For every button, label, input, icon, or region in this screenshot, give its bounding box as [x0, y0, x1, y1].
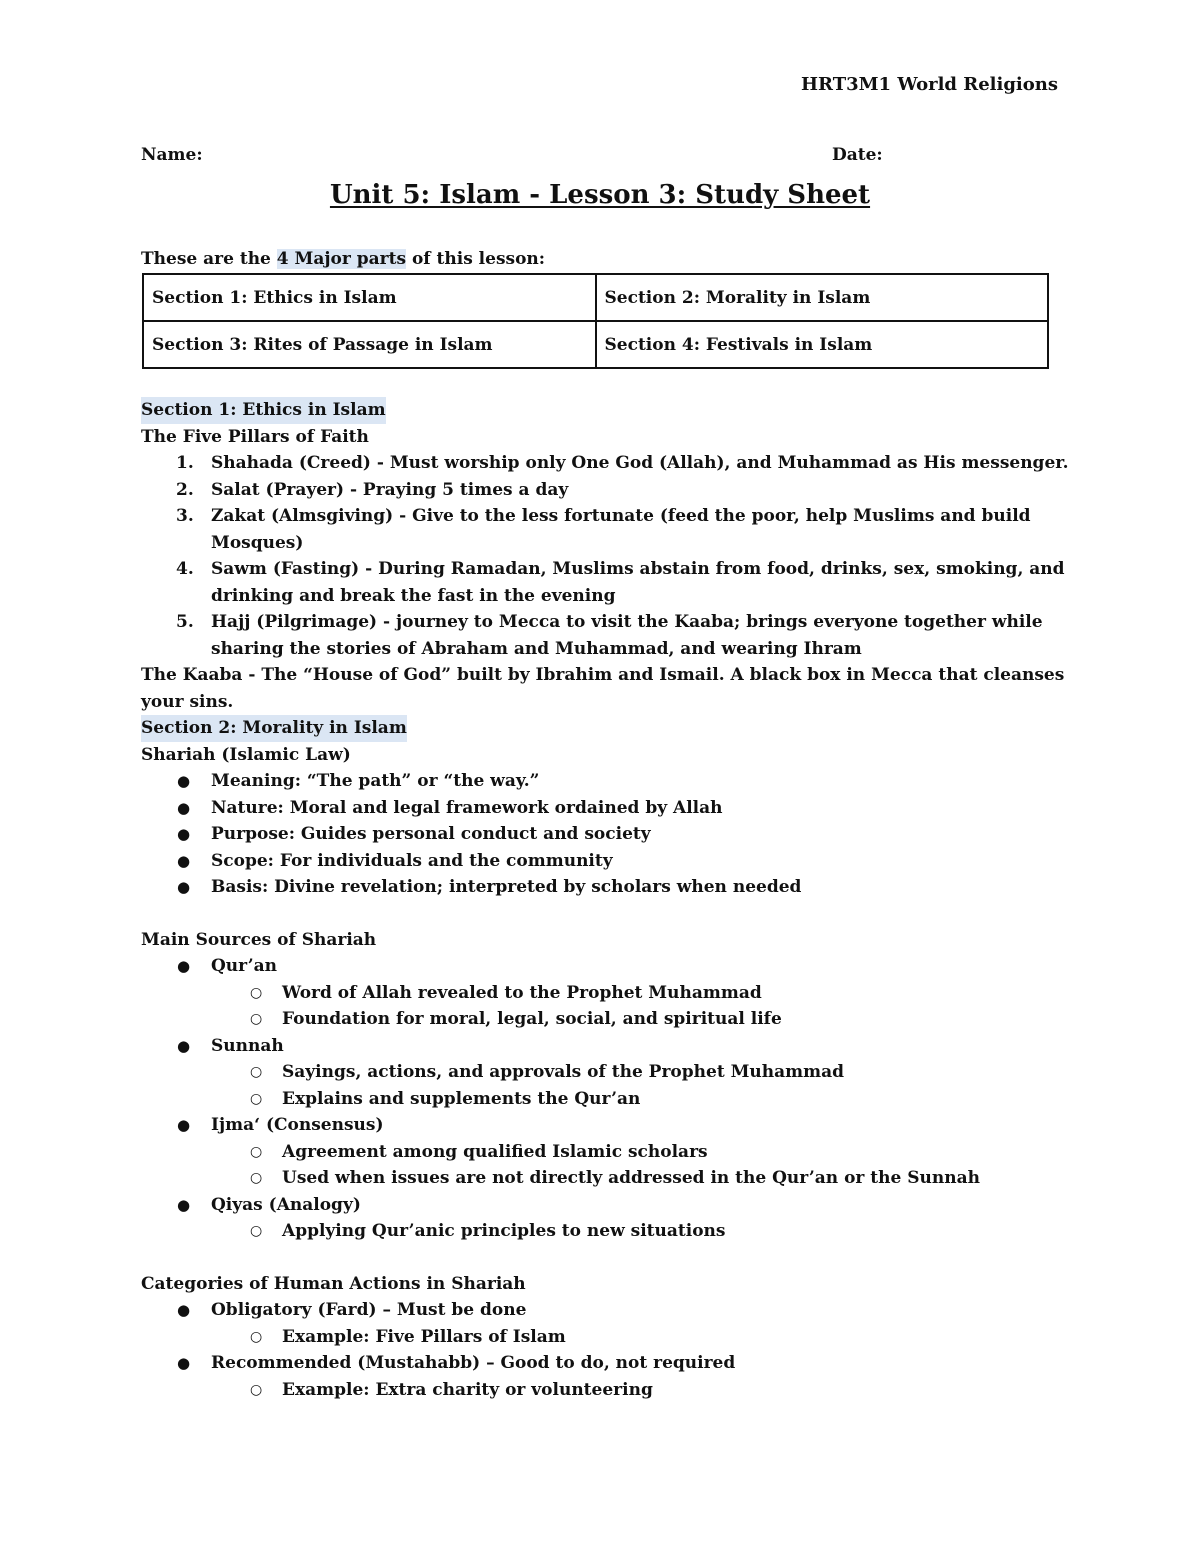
table-row: [143, 274, 1048, 321]
section-2: [141, 715, 1081, 1403]
pillar-text: Shahada (Creed) - Must worship only One God (Allah), and Muhammad as His messenger.: [211, 453, 1069, 473]
shariah-heading: Shariah (Islamic Law): [141, 744, 351, 765]
sub-list-text: Word of Allah revealed to the Prophet Muhammad: [282, 982, 762, 1003]
sub-list: [211, 1324, 1081, 1351]
list-number: 2.: [176, 479, 194, 500]
course-title: HRT3M1 World Religions: [801, 74, 1058, 95]
page-title: Unit 5: Islam - Lesson 3: Study Sheet: [329, 180, 871, 210]
source-label: Sunnah: [211, 1035, 284, 1056]
list-item: [141, 1350, 1081, 1403]
hollow-bullet-icon: ○: [250, 1143, 263, 1160]
sub-list-text: Applying Qur’anic principles to new situations: [282, 1221, 726, 1241]
list-item-text: Scope: For individuals and the community: [211, 850, 613, 871]
sub-list-item: [141, 1086, 1081, 1113]
name-label: Name:: [141, 145, 203, 165]
list-item-text: Basis: Divine revelation; interpreted by scholars when needed: [211, 877, 802, 897]
table-cell: Section 2: Morality in Islam: [596, 274, 1049, 321]
list-item: [141, 609, 1081, 662]
list-number: 4.: [176, 559, 194, 579]
list-number: 1.: [176, 453, 194, 473]
list-number: 3.: [176, 506, 194, 526]
category-label: Recommended (Mustahabb) – Good to do, not required: [211, 1353, 736, 1373]
source-label: Ijma‘ (Consensus): [211, 1115, 384, 1135]
list-item: [141, 1192, 1081, 1245]
sub-list: [211, 1059, 1081, 1112]
section-1: [141, 397, 1081, 715]
list-item-text: Meaning: “The path” or “the way.”: [211, 771, 540, 791]
list-item: [141, 953, 1081, 1033]
list-item: [141, 503, 1081, 556]
bullet-icon: ●: [177, 772, 191, 790]
sub-list: [211, 1218, 1081, 1245]
hollow-bullet-icon: ○: [250, 1223, 263, 1239]
source-label: Qiyas (Analogy): [211, 1194, 361, 1215]
pillars-heading: The Five Pillars of Faith: [141, 426, 369, 447]
hollow-bullet-icon: ○: [250, 984, 263, 1001]
bullet-icon: ●: [177, 851, 191, 870]
list-item: [141, 795, 1081, 822]
bullet-icon: ●: [177, 1116, 191, 1134]
sub-list-item: [141, 1324, 1081, 1351]
sub-list: [211, 1139, 1081, 1192]
categories-list: [141, 1297, 1081, 1403]
sub-list-item: [141, 1139, 1081, 1166]
hollow-bullet-icon: ○: [250, 1090, 263, 1107]
sub-list-text: Foundation for moral, legal, social, and spiritual life: [282, 1009, 782, 1029]
sources-list: [141, 953, 1081, 1245]
list-item: [141, 1112, 1081, 1192]
sub-list-item: [141, 1218, 1081, 1245]
sub-list-item: [141, 1377, 1081, 1404]
pillar-text: Hajj (Pilgrimage) - journey to Mecca to visit the Kaaba; brings everyone together while sharing the stories of Abraham and Muhammad, and wearing Ihram: [211, 612, 1043, 659]
intro-suffix: of this lesson:: [406, 249, 546, 269]
bullet-icon: ●: [177, 1036, 191, 1055]
list-item: [141, 477, 1081, 504]
lesson-parts-table: [142, 273, 1049, 369]
hollow-bullet-icon: ○: [250, 1064, 263, 1080]
intro-prefix: These are the: [141, 249, 277, 269]
list-item-text: Nature: Moral and legal framework ordained by Allah: [211, 797, 723, 818]
bullet-icon: ●: [177, 1195, 191, 1214]
pillar-text: Zakat (Almsgiving) - Give to the less fortunate (feed the poor, help Muslims and build Mosques): [211, 506, 1031, 553]
date-label: Date:: [832, 145, 883, 165]
pillar-text: Salat (Prayer) - Praying 5 times a day: [211, 479, 569, 500]
sub-list-text: Sayings, actions, and approvals of the Prophet Muhammad: [282, 1062, 845, 1082]
bullet-icon: ●: [177, 825, 191, 843]
list-item: [141, 1033, 1081, 1113]
pillars-list: [141, 450, 1081, 662]
sub-list-text: Example: Five Pillars of Islam: [282, 1326, 566, 1347]
intro-highlight: 4 Major parts: [276, 249, 407, 269]
categories-heading: Categories of Human Actions in Shariah: [141, 1273, 526, 1294]
hollow-bullet-icon: ○: [250, 1170, 263, 1186]
bullet-icon: ●: [177, 1354, 191, 1372]
table-cell: Section 3: Rites of Passage in Islam: [143, 321, 596, 368]
sub-list-text: Explains and supplements the Qur’an: [282, 1088, 641, 1109]
bullet-icon: ●: [177, 878, 191, 896]
sub-list-text: Example: Extra charity or volunteering: [282, 1379, 653, 1400]
spacer: [141, 901, 1081, 927]
pillar-text: Sawm (Fasting) - During Ramadan, Muslims abstain from food, drinks, sex, smoking, and drinking and break the fast in the evening: [211, 559, 1065, 606]
sources-heading: Main Sources of Shariah: [141, 929, 377, 950]
sub-list: [211, 980, 1081, 1033]
shariah-points-list: [141, 768, 1081, 901]
kaaba-note: The Kaaba - The “House of God” built by Ibrahim and Ismail. A black box in Mecca that cleanses your sins.: [141, 665, 1065, 712]
list-item: [141, 874, 1081, 901]
intro-line: [141, 249, 545, 269]
list-number: 5.: [176, 612, 194, 632]
section-2-heading: Section 2: Morality in Islam: [141, 715, 407, 742]
list-item: [141, 821, 1081, 848]
hollow-bullet-icon: ○: [250, 1011, 263, 1027]
list-item: [141, 556, 1081, 609]
sub-list-text: Used when issues are not directly addressed in the Qur’an or the Sunnah: [282, 1168, 980, 1188]
list-item-text: Purpose: Guides personal conduct and society: [211, 824, 651, 844]
sub-list-item: [141, 1059, 1081, 1086]
list-item: [141, 1297, 1081, 1350]
hollow-bullet-icon: ○: [250, 1328, 263, 1345]
category-label: Obligatory (Fard) – Must be done: [211, 1300, 527, 1320]
sub-list-item: [141, 1006, 1081, 1033]
sub-list-item: [141, 1165, 1081, 1192]
bullet-icon: ●: [177, 798, 191, 817]
section-1-heading: Section 1: Ethics in Islam: [141, 397, 386, 424]
table-row: [143, 321, 1048, 368]
sub-list: [211, 1377, 1081, 1404]
sub-list-item: [141, 980, 1081, 1007]
spacer: [141, 1245, 1081, 1271]
list-item: [141, 848, 1081, 875]
sub-list-text: Agreement among qualified Islamic scholars: [282, 1141, 708, 1162]
source-label: Qur’an: [211, 956, 278, 976]
list-item: [141, 768, 1081, 795]
table-cell: Section 4: Festivals in Islam: [596, 321, 1049, 368]
bullet-icon: ●: [177, 957, 191, 975]
bullet-icon: ●: [177, 1301, 191, 1319]
list-item: [141, 450, 1081, 477]
table-cell: Section 1: Ethics in Islam: [143, 274, 596, 321]
hollow-bullet-icon: ○: [250, 1381, 263, 1398]
